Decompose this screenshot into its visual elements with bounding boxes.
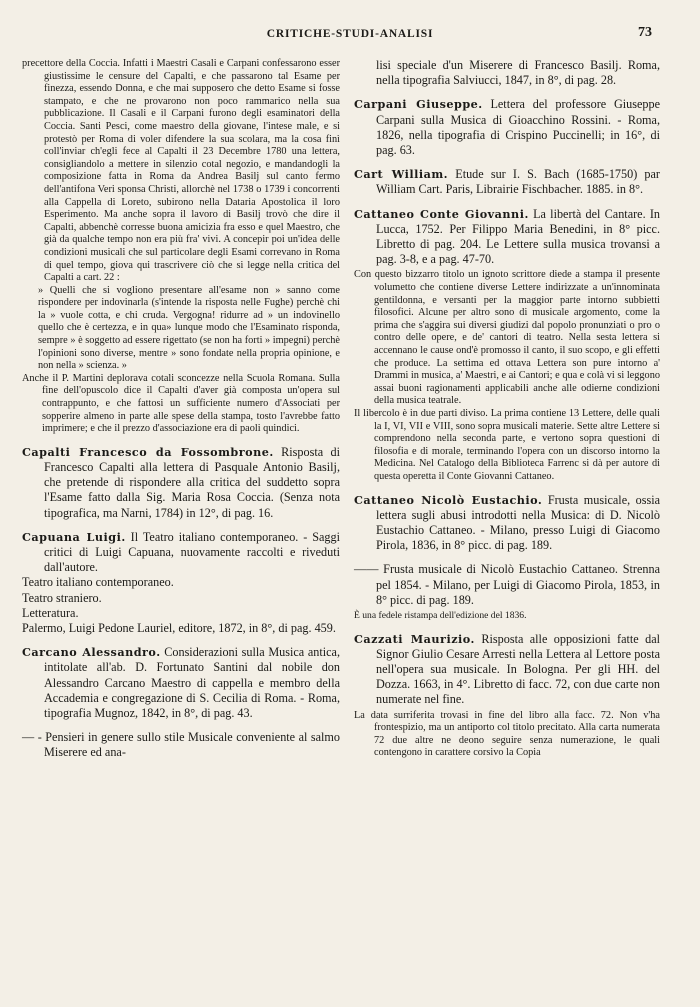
left-column bbox=[22, 58, 340, 761]
entry-capalti bbox=[22, 445, 340, 521]
after-quote-paragraph: Anche il P. Martini deplorava cotali sconcezze nella Scuola Romana. Sulla fine dell'opuscolo dice il Capalti d'aver già composta un'opera sul contrappunto, e che fattosi un sufficiente numero d'Associati per sopperire almeno in parte alle spese della stampa, tosto l'avrebbe fatto imprimere; e che il prezzo d'associazione era di paoli quindici. bbox=[22, 372, 340, 435]
entry-body: La libertà del Cantare. In Lucca, 1752. Per Filippo Maria Benedini, in 8° picc. Libretto di pag. 204. Le Lettere sulla musica trovansi a pag. 3-8, e a pag. 47-70. bbox=[376, 206, 661, 267]
entry-head: Cart William. bbox=[354, 167, 449, 182]
entry-body: — - Pensieri in genere sullo stile Musicale conveniente al salmo Miserere ed ana- bbox=[22, 730, 340, 760]
entry-cattaneo-nicolo bbox=[354, 493, 660, 554]
entry-cattaneo-giovanni bbox=[354, 207, 660, 268]
entry-body: Considerazioni sulla Musica antica, intitolate all'ab. D. Fortunato Santini dal nobile don Alessandro Carcano Maestro di cappella e membro della Accademia e congregazione di S. Cecilia di Roma. - Roma, tipografia Mugnoz, 1842, in 8°, di pag. 43. bbox=[44, 645, 340, 721]
entry-cart bbox=[354, 167, 660, 197]
entry-cazzati bbox=[354, 632, 660, 708]
entry-head: Capuana Luigi. bbox=[22, 529, 126, 544]
entry-body: Frusta musicale, ossia lettera sugli abusi introdotti nella Musica: di D. Nicolò Eustachio Cattaneo. - Milano, presso Luigi di Giacomo Pirola, 1836, in 8° picc. di pag. 189. bbox=[376, 492, 661, 553]
note-cazzati: La data surriferita trovasi in fine del libro alla facc. 72. Non v'ha frontespizio, ma un antiporto col titolo precitato. Alla carta numerata 72 due altre ne deono seguire senza numerazione, le quali contengono in carattere corsivo la Copia bbox=[354, 709, 660, 759]
page-header bbox=[0, 25, 700, 50]
entry-body: Lettera del professore Giuseppe Carpani sulla Musica di Gioacchino Rossini. - Roma, 1826, nella tipografia di Crispino Puccinelli; in 16°, di pag. 63. bbox=[376, 97, 661, 158]
entry-carpani bbox=[354, 97, 660, 158]
entry-head: Cazzati Maurizio. bbox=[354, 631, 475, 646]
entry-head: Cattaneo Conte Giovanni. bbox=[354, 206, 529, 221]
entry-capuana bbox=[22, 530, 340, 636]
entry-pensieri bbox=[22, 730, 340, 760]
entry-body: —— Frusta musicale di Nicolò Eustachio Cattaneo. Strenna pel 1854. - Milano, per Luigi di Giacomo Pirola, 1853, in 8° picc. di pag. 189. bbox=[354, 562, 660, 607]
note-cattaneo-giovanni-2: Il libercolo è in due parti diviso. La prima contiene 13 Lettere, delle quali la I, VI, VII e VIII, sono sopra musicali materie. Sette altre Lettere si comprendono nella seconda parte, e vertono sopra questioni di filosofia e di morale, terminando l'opera con un discorso intorno la Medicina. Nel Catalogo della Biblioteca Farrenc si dà per autore di questa operetta il Conte Giovanni Cattaneo. bbox=[354, 407, 660, 482]
entry-body: Risposta alle opposizioni fatte dal Signor Giulio Cesare Arresti nella Lettera al Lettore posta nell'opera sua musicale. In Bologna. Per gli HH. del Dozza. 1663, in 4°. Libretto di facc. 72, con due carte non numerate nel fine. bbox=[376, 631, 660, 707]
intro-paragraph: precettore della Coccia. Infatti i Maestri Casali e Carpani confessarono esser giustissime le censure del Capalti, e che passarono tal Esame per finezza, essendo Donna, e che mai supposero che detto Esame si fosse stampato, e che ne provarono non poco rammarico nella sua pubblicazione. Il Casali e il Carpani furono degli esaminatori della Coccia. Santi Pesci, come maestro della giovane, l'intese male, e si protestò per Roma di voler difendere la sua scolara, ma la cosa finì coll'inviar ch'egli fece al Capalti il 23 Decembre 1780 una lettera, consigliandolo a mettere in silenzio cotal negozio, e mandandogli la composizione fatta in Roma da Andrea Basilj sul canto fermo dell'antifona Veri sponsa Christi, allorchè nel 1738 o 1739 i concorrenti alla Cappella di Loreto, subirono nella Dataria Apostolica il loro Esperimento. Ma anche sopra il lavoro di Basilj trovò che dire il Capalti, abbenchè corresse buona amicizia fra esso e quel Maestro, che già da qualche tempo non era più fra' vivi. A concepir poi un'idea delle condizioni musicali che sul particolare degli Esami correvano in Roma di quel tempo, giova qui trascrivere ciò che si legge nella critica del Capalti a cart. 22 : bbox=[22, 58, 340, 284]
entry-head: Cattaneo Nicolò Eustachio. bbox=[354, 492, 543, 507]
entry-head: Capalti Francesco da Fossombrone. bbox=[22, 444, 274, 459]
capuana-publisher: Palermo, Luigi Pedone Lauriel, editore, 1872, in 8°, di pag. 459. bbox=[22, 621, 336, 636]
right-column bbox=[354, 58, 660, 760]
note-frusta: È una fedele ristampa dell'edizione del 1836. bbox=[354, 609, 527, 621]
entry-head: Carcano Alessandro. bbox=[22, 645, 161, 660]
capuana-list-item: Teatro straniero. bbox=[22, 590, 102, 605]
entry-body: Risposta di Francesco Capalti alla lettera di Pasquale Antonio Basilj, che pretende di rispondere alla critica del suddetto sopra l'Esame fatto dalla Sig. Maria Rosa Coccia. (Senza nota tipografica, ma Narni, 1784) in 12°, di pag. 16. bbox=[44, 444, 341, 520]
page-number: 73 bbox=[638, 25, 652, 40]
entry-head: Carpani Giuseppe. bbox=[354, 97, 483, 112]
note-cattaneo-giovanni-1: Con questo bizzarro titolo un ignoto scrittore diede a stampa il presente volumetto che contiene diverse Lettere indirizzate a un'innominata gentildonna, e versanti per la maggior parte intorno subbietti filosofici. Alcune per altro sono di musicale argomento, come la prima che s'aggira sui diversi giudizi dal popolo pronunziati o pro o contro delle opere, e de' cantori di teatro. Nella sesta lettera si accennano le cause ond'è promosso il canto, il suo scopo, e gli effetti che produce. La settima ed ottava Lettera son pure intorno a' Drammi in musica, a' Maestri, e ai Cantori; e qua e colà vi si leggono assai buoni ragionamenti applicabili anche alle odierne condizioni della musica teatrale. bbox=[354, 269, 660, 407]
entry-body: lisi speciale d'un Miserere di Francesco Basilj. Roma, nella tipografia Salviucci, 1847, in 8°, di pag. 28. bbox=[376, 58, 660, 88]
capuana-list-item: Letteratura. bbox=[22, 605, 79, 620]
quote-paragraph: » Quelli che si vogliono presentare all'esame non » sanno come rispondere per indovinarla (s'intende la risposta nelle Fughe) perchè chi la » vuole cotta, e chi cruda. Vergogna! ridurre ad » un indovinello quello che è certezza, e in qua» lunque modo che l'Esaminato risponda, sempre » è soggetto ad essere rigettato (se non ha forti » impegni) perchè l'opinioni sono diverse, mentre » sono fondate nella propria opinione, e non nella » scienza. » bbox=[38, 284, 340, 372]
entry-carcano bbox=[22, 645, 340, 721]
running-title: CRITICHE-STUDI-ANALISI bbox=[266, 28, 434, 40]
entry-continuation bbox=[354, 58, 660, 88]
entry-body: Etude sur I. S. Bach (1685-1750) par William Cart. Paris, Librairie Fischbacher. 1885. in 8°. bbox=[376, 167, 660, 197]
capuana-list-item: Teatro italiano contemporaneo. bbox=[22, 575, 174, 590]
entry-frusta bbox=[354, 562, 660, 608]
entry-body: Il Teatro italiano contemporaneo. - Saggi critici di Luigi Capuana, nuovamente raccolti e riveduti dall'autore. bbox=[44, 529, 341, 575]
